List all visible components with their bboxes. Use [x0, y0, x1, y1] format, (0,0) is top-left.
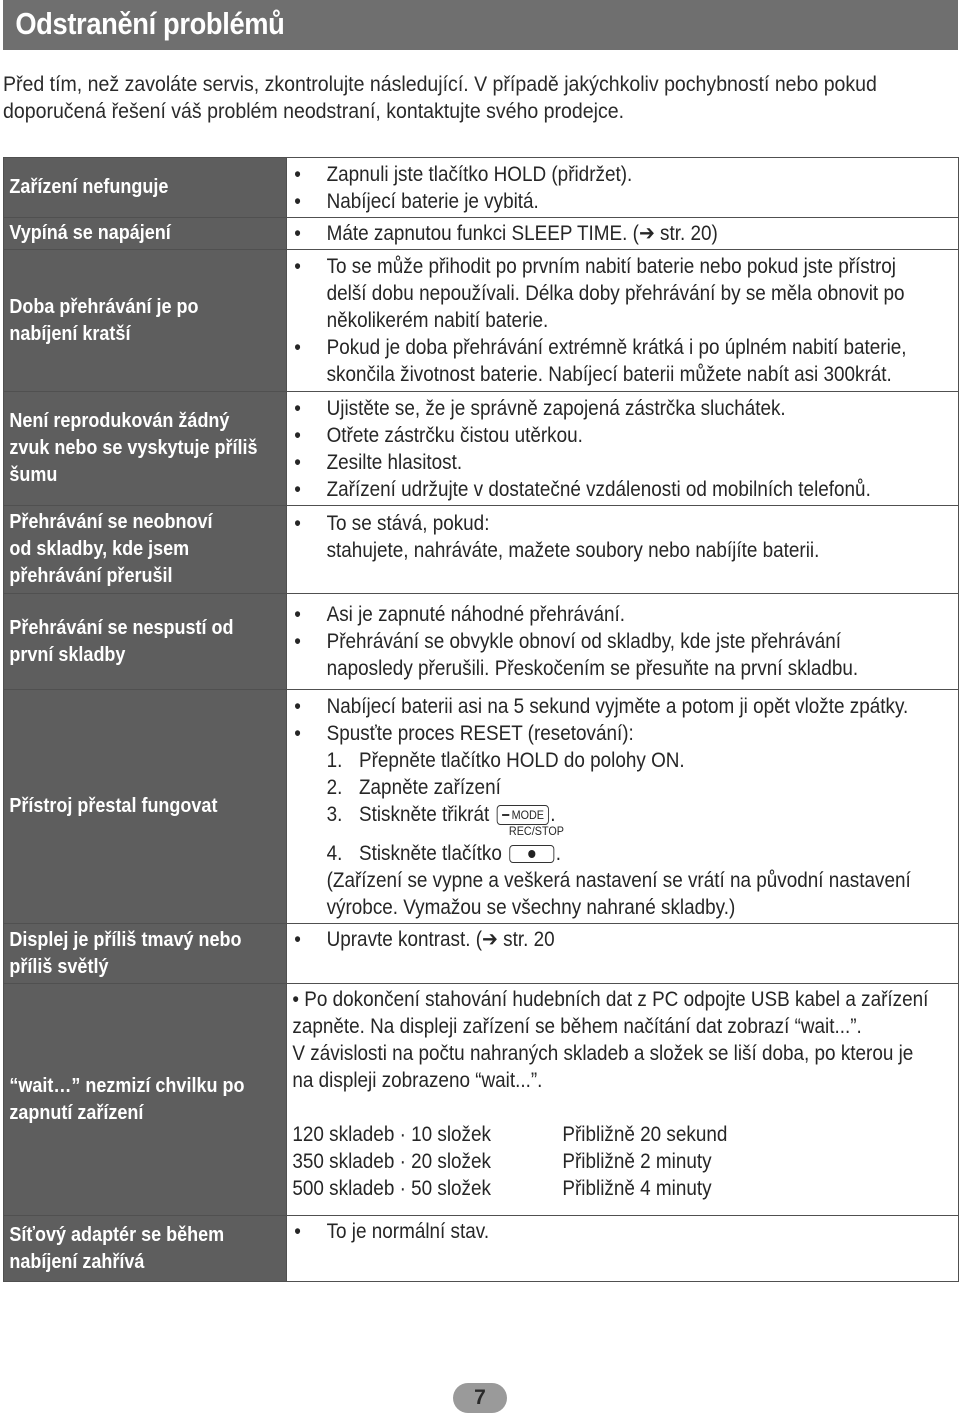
solution-item: • Zapnuli jste tlačítko HOLD (přidržet).: [294, 162, 633, 186]
solution-item: • Ujistěte se, že je správně zapojená zástrčka sluchátek.: [294, 396, 786, 420]
solution-cell: [287, 984, 959, 1216]
issue-label: Přístroj přestal fungovat: [9, 795, 218, 817]
solution-cell: [287, 924, 959, 984]
solution-cell: [287, 250, 959, 392]
issue-cell: [4, 218, 287, 250]
issue-cell: [4, 594, 287, 690]
issue-cell: [4, 250, 287, 392]
step-item: 4. Stiskněte tlačítko REC/STOP .: [326, 823, 564, 865]
table-row: [4, 690, 959, 924]
solution-cell: [287, 218, 959, 250]
solution-item: • To je normální stav.: [294, 1220, 490, 1243]
issue-label: Vypíná se napájení: [9, 222, 171, 244]
table-row: [4, 506, 959, 594]
page-title: Odstranění problémů: [15, 6, 285, 41]
solution-item: • Asi je zapnuté náhodné přehrávání.: [294, 603, 626, 626]
issue-label: Přehrávání se nespustí od první skladby: [9, 616, 234, 666]
solution-cell: [287, 392, 959, 506]
solution-cell: [287, 690, 959, 924]
issue-label: Síťový adaptér se během nabíjení zahřívá: [9, 1223, 225, 1273]
issue-cell: [4, 690, 287, 924]
solution-item: • Spusťte proces RESET (resetování): 1. Přepněte tlačítko HOLD do polohy ON. 2. Zapněte zařízení 3. Stiskněte třikrát MODE . 4. Stiskněte tlačítko REC/STOP . (Zařízení se vypne a veškerá nastavení se vrátí na původní nastavení výrobce. Vymažou se všechny nahrané skladby.): [291, 720, 953, 921]
issue-cell: [4, 984, 287, 1216]
step-item: 2. Zapněte zařízení: [326, 775, 501, 799]
issue-cell: [4, 924, 287, 984]
solution-item: • Nabíjecí baterie je vybitá.: [294, 189, 539, 213]
reset-note: (Zařízení se vypne a veškerá nastavení se vrátí na původní nastavení výrobce. Vymažou se všechny nahrané skladby.): [326, 868, 911, 919]
intro-line: doporučená řešení váš problém neodstraní, kontaktujte svého prodejce.: [3, 100, 625, 123]
reset-steps: [327, 747, 953, 867]
table-row: [4, 1216, 959, 1282]
table-row: [4, 250, 959, 392]
table-row: [4, 594, 959, 690]
solution-item: • Přehrávání se obvykle obnoví od skladby, kde jste přehrávání naposledy přerušili. Přeskočením se přesuňte na první skladbu.: [294, 630, 859, 680]
table-row: [4, 158, 959, 218]
solution-cell: [287, 1216, 959, 1282]
issue-label: Není reprodukován žádný zvuk nebo se vyskytuje příliš šumu: [9, 410, 258, 486]
solution-item: • Upravte kontrast. (➔ str. 20: [294, 928, 555, 951]
issue-label: Zařízení nefunguje: [9, 176, 169, 198]
issue-cell: [4, 392, 287, 506]
page-number: 7: [453, 1383, 507, 1413]
title-bar: [3, 0, 958, 50]
solution-item: • Pokud je doba přehrávání extrémně krátká i po úplném nabití baterie, skončila životnost baterie. Nabíjecí baterii můžete nabít asi 300krát.: [294, 336, 907, 386]
solution-item: • To se stává, pokud: stahujete, nahráváte, mažete soubory nebo nabíjíte baterii.: [294, 512, 820, 562]
intro-text: [3, 71, 877, 125]
step-item: 3. Stiskněte třikrát MODE .: [326, 802, 556, 826]
issue-label: Doba přehrávání je po nabíjení kratší: [9, 295, 199, 345]
solution-item: • To se může přihodit po prvním nabití baterie nebo pokud jste přístroj delší dobu nepoužívali. Délka doby přehrávání by se měla obnovit po několikerém nabití baterie.: [294, 255, 905, 332]
issue-label: “wait…” nezmizí chvilku po zapnutí zařízení: [9, 1074, 245, 1124]
table-row: [4, 984, 959, 1216]
issue-cell: [4, 158, 287, 218]
solution-item: • Otřete zástrčku čistou utěrkou.: [294, 423, 583, 447]
rec-stop-button-icon: REC/STOP: [509, 840, 554, 867]
step-item: 1. Přepněte tlačítko HOLD do polohy ON.: [326, 748, 685, 772]
solution-cell: [287, 594, 959, 690]
solution-item: • Zařízení udržujte v dostatečné vzdálenosti od mobilních telefonů.: [294, 477, 871, 501]
mode-button-icon: MODE: [496, 805, 548, 825]
intro-line: Před tím, než zavoláte servis, zkontrolujte následující. V případě jakýchkoliv pochybností nebo pokud: [3, 73, 877, 96]
solution-cell: [287, 506, 959, 594]
wait-explanation: • Po dokončení stahování hudebních dat z PC odpojte USB kabel a zařízení zapněte. Na displeji zařízení se během načítání dat zobrazí “wait...”. V závislosti na počtu nahraných skladeb a složek se liší doba, po kterou je na displeji zobrazeno “wait...”. 120 skladeb · 10 složek Přibližně 20 sekund 350 skladeb · 20 složek Přibližně 2 minuty 500 skladeb · 50 složek Přibližně 4 minuty: [287, 986, 953, 1202]
issue-cell: [4, 1216, 287, 1282]
issue-cell: [4, 506, 287, 594]
table-row: [4, 924, 959, 984]
issue-label: Přehrávání se neobnoví od skladby, kde jsem přehrávání přerušil: [9, 511, 213, 587]
solution-cell: [287, 158, 959, 218]
solution-item: • Máte zapnutou funkci SLEEP TIME. (➔ str. 20): [294, 222, 718, 245]
table-row: [4, 392, 959, 506]
issue-label: Displej je příliš tmavý nebo příliš světlý: [9, 928, 242, 978]
solution-item: • Nabíjecí baterii asi na 5 sekund vyjměte a potom ji opět vložte zpátky.: [294, 694, 909, 718]
solution-item: • Zesilte hlasitost.: [294, 450, 463, 474]
troubleshooting-table: [3, 157, 959, 1282]
table-row: [4, 218, 959, 250]
timing-table: 120 skladeb · 10 složek Přibližně 20 sekund 350 skladeb · 20 složek Přibližně 2 minuty 500 skladeb · 50 složek Přibližně 4 minuty: [292, 1123, 728, 1200]
